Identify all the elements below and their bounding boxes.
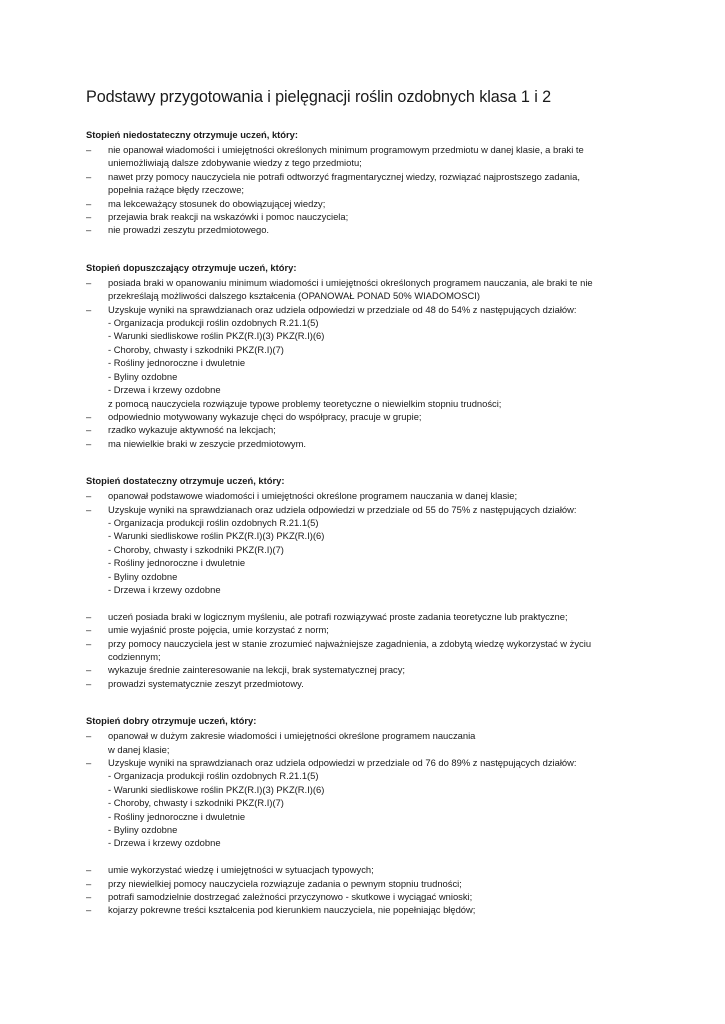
text-line: przekreślają możliwości dalszego kształcenia (OPANOWAŁ PONAD 50% WIADOMOSCI) [108,290,480,302]
criteria-text [108,170,646,197]
text-line: - Rośliny jednoroczne i dwuletnie [108,810,246,822]
text-line: - Drzewa i krzewy ozdobne [108,384,221,396]
text-line: posiada braki w opanowaniu minimum wiadomości i umiejętności określonych programem nauczania, ale braki te nie [108,276,593,288]
dash-bullet: – [86,891,92,903]
criteria-text [108,877,646,890]
dash-bullet: – [86,424,92,436]
criteria-text [108,276,646,303]
criteria-item [86,623,646,636]
dash-bullet: – [86,637,92,649]
criteria-text [108,503,646,597]
criteria-text [108,729,646,756]
criteria-list [86,143,646,237]
criteria-text [108,197,646,210]
dash-bullet: – [86,624,92,636]
text-line: - Organizacja produkcji roślin ozdobnych R.21.1(5) [108,516,319,528]
criteria-item [86,143,646,170]
text-line: uniemożliwiają dalsze zdobywanie wiedzy z tego przedmiotu; [108,157,362,169]
text-line: - Rośliny jednoroczne i dwuletnie [108,557,246,569]
section-heading: Stopień dobry otrzymuje uczeń, który: [86,715,257,727]
text-line: - Choroby, chwasty i szkodniki PKZ(R.I)(7) [108,343,284,355]
document-title: Podstawy przygotowania i pielęgnacji roślin ozdobnych klasa 1 i 2 [86,88,552,106]
text-line: - Warunki siedliskowe roślin PKZ(R.I)(3) PKZ(R.I)(6) [108,330,325,342]
text-line: z pomocą nauczyciela rozwiązuje typowe problemy teoretyczne o niewielkim stopniu trudności; [108,397,502,409]
dash-bullet: – [86,197,92,209]
section-heading: Stopień dostateczny otrzymuje uczeń, który: [86,475,285,487]
criteria-item [86,210,646,223]
dash-bullet: – [86,211,92,223]
criteria-text [108,210,646,223]
dash-bullet: – [86,664,92,676]
criteria-text [108,663,646,676]
criteria-item [86,303,646,410]
criteria-text [108,489,646,502]
grading-sections [86,128,646,917]
text-line: rzadko wykazuje aktywność na lekcjach; [108,424,276,436]
criteria-item [86,903,646,916]
criteria-text [108,890,646,903]
criteria-item [86,197,646,210]
text-line: kojarzy pokrewne treści kształcenia pod kierunkiem nauczyciela, nie popełniając błędów; [108,904,476,916]
criteria-list [86,276,646,450]
text-line: nawet przy pomocy nauczyciela nie potrafi odtworzyć fragmentarycznej wiedzy, rozwiązać najprostszego zadania, [108,170,580,182]
criteria-text [108,223,646,236]
text-line: nie opanował wiadomości i umiejętności określonych minimum programowym przedmiotu w danej klasie, a braki te [108,144,584,155]
criteria-text [108,756,646,850]
text-line: popełnia rażące błędy rzeczowe; [108,184,245,196]
text-line: odpowiednio motywowany wykazuje chęci do współpracy, pracuje w grupie; [108,410,422,422]
dash-bullet: – [86,904,92,916]
dash-bullet: – [86,410,92,422]
section-heading: Stopień niedostateczny otrzymuje uczeń, który: [86,129,299,140]
text-line: prowadzi systematycznie zeszyt przedmiotowy. [108,677,304,689]
text-line: - Organizacja produkcji roślin ozdobnych R.21.1(5) [108,317,319,329]
grade-section [86,128,646,237]
criteria-text [108,863,646,876]
criteria-text [108,143,646,170]
dash-bullet: – [86,877,92,889]
criteria-item [86,610,646,623]
dash-bullet: – [86,610,92,622]
dash-bullet: – [86,757,92,769]
text-line: ma lekceważący stosunek do obowiązującej wiedzy; [108,197,326,209]
dash-bullet: – [86,170,92,182]
criteria-text [108,303,646,410]
dash-bullet: – [86,677,92,689]
dash-bullet: – [86,224,92,236]
grade-section [86,261,646,450]
criteria-text [108,623,646,636]
text-line: - Choroby, chwasty i szkodniki PKZ(R.I)(7) [108,797,284,809]
text-line: - Organizacja produkcji roślin ozdobnych R.21.1(5) [108,770,319,782]
text-line: umie wyjaśnić proste pojęcia, umie korzystać z norm; [108,624,329,636]
criteria-text [108,423,646,436]
dash-bullet: – [86,730,92,742]
criteria-text [108,610,646,623]
criteria-text [108,410,646,423]
criteria-list [86,729,646,917]
text-line: w danej klasie; [108,743,170,755]
dash-bullet: – [86,276,92,288]
text-line: Uzyskuje wyniki na sprawdzianach oraz udziela odpowiedzi w przedziale od 48 do 54% z następujących działów: [108,303,577,315]
criteria-item [86,276,646,303]
criteria-item [86,423,646,436]
dash-bullet: – [86,864,92,876]
criteria-item [86,663,646,676]
text-line: - Byliny ozdobne [108,824,178,836]
text-line: - Choroby, chwasty i szkodniki PKZ(R.I)(7) [108,543,284,555]
criteria-item [86,729,646,756]
dash-bullet: – [86,144,92,155]
criteria-item [86,756,646,850]
text-line: - Rośliny jednoroczne i dwuletnie [108,357,246,369]
document-page [86,86,646,917]
text-line: - Warunki siedliskowe roślin PKZ(R.I)(3) PKZ(R.I)(6) [108,783,325,795]
text-line: - Drzewa i krzewy ozdobne [108,837,221,849]
text-line: potrafi samodzielnie dostrzegać zależności przyczynowo - skutkowe i wyciągać wnioski; [108,891,473,903]
text-line: Uzyskuje wyniki na sprawdzianach oraz udziela odpowiedzi w przedziale od 76 do 89% z następujących działów: [108,757,577,769]
criteria-item [86,503,646,597]
criteria-list [86,489,646,690]
text-line: umie wykorzystać wiedzę i umiejętności w sytuacjach typowych; [108,864,374,876]
text-line: przejawia brak reakcji na wskazówki i pomoc nauczyciela; [108,211,349,223]
section-heading: Stopień dopuszczający otrzymuje uczeń, który: [86,261,297,273]
criteria-item [86,637,646,664]
dash-bullet: – [86,503,92,515]
text-line: - Warunki siedliskowe roślin PKZ(R.I)(3) PKZ(R.I)(6) [108,530,325,542]
text-line: - Byliny ozdobne [108,570,178,582]
text-line: codziennym; [108,650,161,662]
criteria-item [86,489,646,502]
text-line: przy niewielkiej pomocy nauczyciela rozwiązuje zadania o pewnym stopniu trudności; [108,877,462,889]
dash-bullet: – [86,303,92,315]
criteria-item [86,410,646,423]
text-line: przy pomocy nauczyciela jest w stanie zrozumieć najważniejsze zagadnienia, a zdobytą wiedzę wykorzystać w życiu [108,637,592,649]
criteria-item [86,877,646,890]
text-line: uczeń posiada braki w logicznym myśleniu, ale potrafi rozwiązywać proste zadania teoretyczne lub praktyczne; [108,610,568,622]
criteria-text [108,637,646,664]
text-line: ma niewielkie braki w zeszycie przedmiotowym. [108,437,306,449]
text-line: Uzyskuje wyniki na sprawdzianach oraz udziela odpowiedzi w przedziale od 55 do 75% z następujących działów: [108,503,577,515]
criteria-item [86,223,646,236]
criteria-text [108,437,646,450]
criteria-item [86,863,646,876]
text-line: - Byliny ozdobne [108,370,178,382]
text-line: wykazuje średnie zainteresowanie na lekcji, brak systematycznej pracy; [108,664,406,676]
criteria-text [108,903,646,916]
grade-section [86,474,646,690]
criteria-text [108,677,646,690]
criteria-item [86,890,646,903]
criteria-item [86,170,646,197]
dash-bullet: – [86,490,92,502]
text-line: opanował podstawowe wiadomości i umiejętności określone programem nauczania w danej klasie; [108,490,518,502]
criteria-item [86,437,646,450]
grade-section [86,714,646,917]
text-line: - Drzewa i krzewy ozdobne [108,583,221,595]
text-line: opanował w dużym zakresie wiadomości i umiejętności określone programem nauczania [108,730,476,742]
dash-bullet: – [86,437,92,449]
criteria-item [86,677,646,690]
text-line: nie prowadzi zeszytu przedmiotowego. [108,224,270,236]
